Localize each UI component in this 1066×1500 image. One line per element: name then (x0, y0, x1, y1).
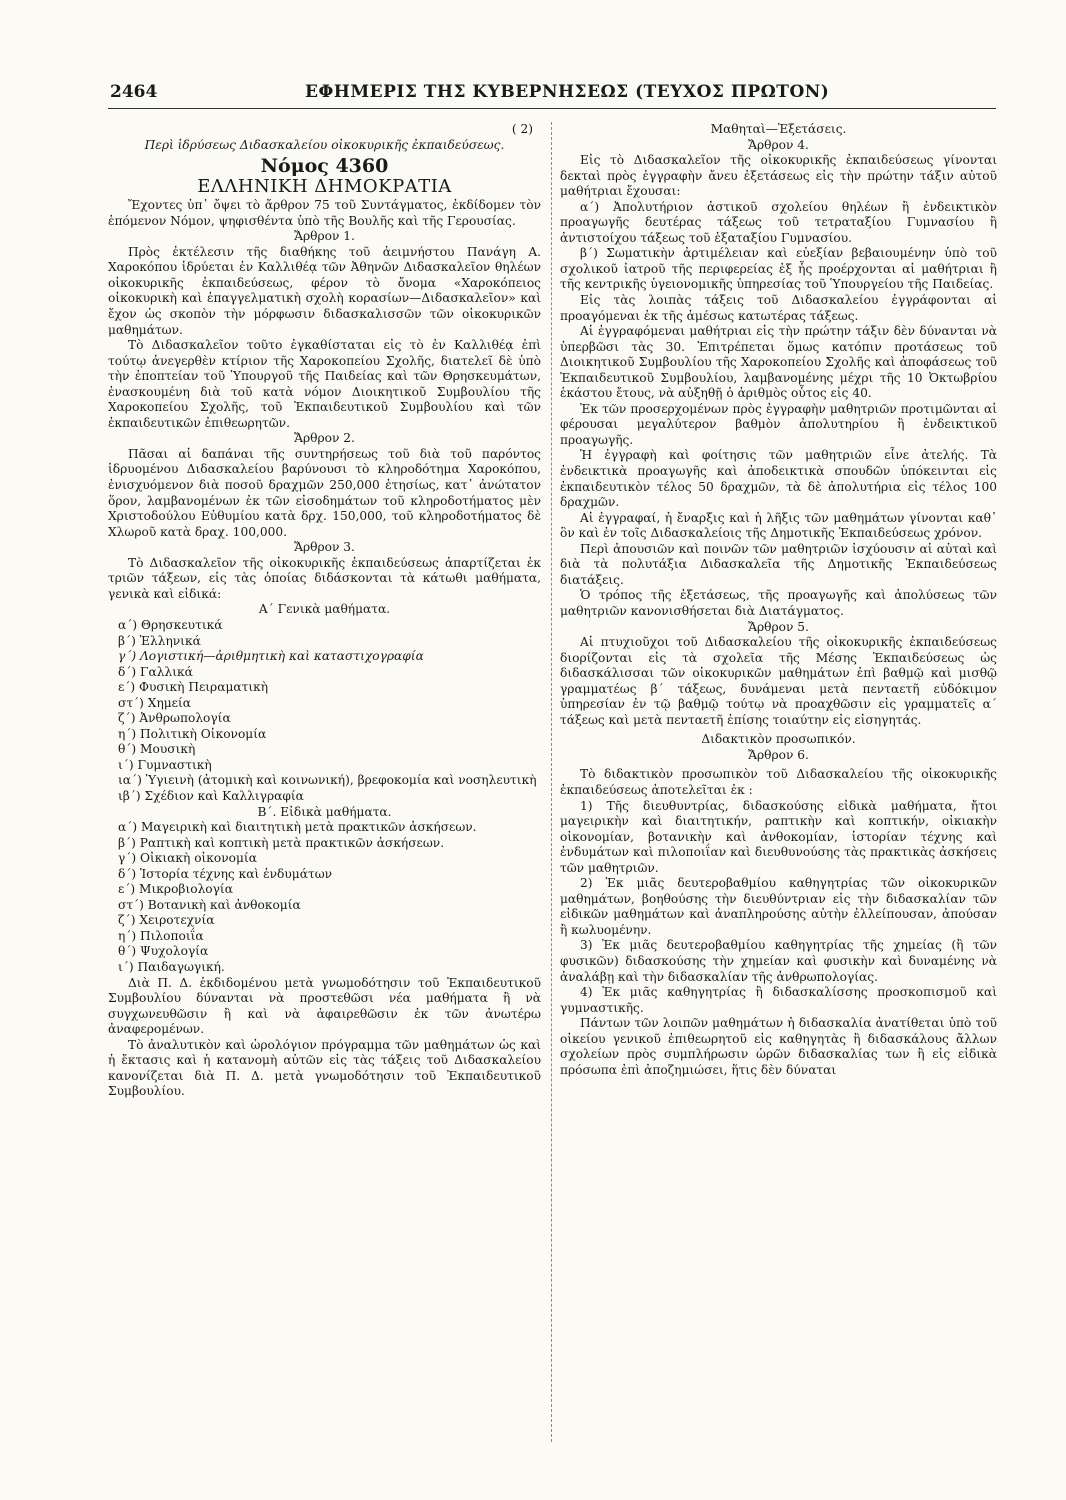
list-item: δ΄) Ἱστορία τέχνης καὶ ἐνδυμάτων (118, 866, 333, 881)
act-subject: Περὶ ἱδρύσεως Διδασκαλείου οἰκοκυρικῆς ἐκπαιδεύσεως. (144, 137, 505, 152)
header-rule (108, 108, 996, 109)
list-item: α΄) Θρησκευτικά (118, 617, 223, 632)
list-item: ε΄) Μικροβιολογία (118, 882, 233, 897)
article-2-title: Ἄρθρον 2. (294, 431, 355, 446)
law-title: Νόμος 4360 (260, 155, 389, 178)
list-item: ι΄) Γυμναστικὴ (118, 757, 212, 772)
list-item: θ΄) Μουσικὴ (118, 742, 196, 757)
act-number: ( 2) (511, 122, 533, 136)
article-3-paragraph: Διὰ Π. Δ. ἐκδιδομένου μετὰ γνωμοδότησιν τοῦ Ἐκπαιδευτικοῦ Συμβουλίου δύνανται νὰ προστεθῶσι νέα μαθήματα ἢ νὰ συγχωνευθῶσιν ἢ καὶ νὰ ἀφαιρεθῶσιν ἐκ τῶν ἀνωτέρω ἀναφερομένων. (108, 975, 541, 1037)
list-item: δ΄) Γαλλικά (118, 664, 193, 679)
article-4-paragraph: Ἡ ἐγγραφὴ καὶ φοίτησις τῶν μαθητριῶν εἶνε ἀτελής. Τὰ ἐνδεικτικὰ προαγωγῆς καὶ ἀποδεικτικὰ σπουδῶν ὑπόκεινται εἰς ἐκπαιδευτικὸν τέλος 50 δραχμῶν, τὰ δὲ ἀπολυτήρια εἰς τέλος 100 δραχμῶν. (560, 448, 997, 510)
article-4-paragraph: Αἱ ἐγγραφαί, ἡ ἔναρξις καὶ ἡ λῆξις τῶν μαθημάτων γίνονται καθ᾽ ὃν καὶ ἐν τοῖς Διδασκαλείοις τῆς Δημοτικῆς Ἐκπαιδεύσεως χρόνον. (560, 510, 997, 541)
article-3-title: Ἄρθρον 3. (294, 540, 355, 555)
article-4-paragraph: Ἐκ τῶν προσερχομένων πρὸς ἐγγραφὴν μαθητριῶν προτιμῶνται αἱ φέρουσαι μεγαλύτερον βαθμὸν ἀπολυτηρίου ἢ ἐνδεικτικοῦ προαγωγῆς. (560, 401, 997, 447)
list-item: θ΄) Ψυχολογία (118, 944, 209, 959)
article-4-clause-b: β΄) Σωματικὴν ἀρτιμέλειαν καὶ εὐεξίαν βεβαιουμένην ὑπὸ τοῦ σχολικοῦ ἰατροῦ τῆς περιφερείας ἐξ ἧς προέρχονται αἱ μαθήτριαι ἢ τῆς κεντρικῆς ὑγειονομικῆς ὑπηρεσίας τοῦ Ὑπουργείου τῆς Παιδείας. (560, 246, 997, 292)
article-4-clause-a: α΄) Ἀπολυτήριον ἀστικοῦ σχολείου θηλέων ἢ ἐνδεικτικὸν προαγωγῆς δευτέρας τάξεως τοῦ τετραταξίου Γυμνασίου ἢ ἀντιστοίχου τάξεως τοῦ ἑξαταξίου Γυμνασίου. (560, 199, 997, 245)
list-item: ια΄) Ὑγιεινὴ (ἀτομικὴ καὶ κοινωνική), βρεφοκομία καὶ νοσηλευτικὴ (118, 773, 537, 788)
list-item: ζ΄) Ἀνθρωπολογία (118, 711, 231, 726)
article-4-paragraph: Ὁ τρόπος τῆς ἐξετάσεως, τῆς προαγωγῆς καὶ ἀπολύσεως τῶν μαθητριῶν κανονισθήσεται διὰ Διατάγματος. (560, 588, 997, 618)
special-subjects-title: Β΄. Εἰδικὰ μαθήματα. (257, 804, 392, 819)
article-3-paragraph: Τὸ ἀναλυτικὸν καὶ ὡρολόγιον πρόγραμμα τῶν μαθημάτων ὡς καὶ ἡ ἔκτασις καὶ ἡ κατανομὴ αὐτῶν εἰς τὰς τάξεις τοῦ Διδασκαλείου κανονίζεται διὰ Π. Δ. μετὰ γνωμοδότησιν τοῦ Ἐκπαιδευτικοῦ Συμβουλίου. (108, 1037, 541, 1099)
article-6-paragraph: Πάντων τῶν λοιπῶν μαθημάτων ἡ διδασκαλία ἀνατίθεται ὑπὸ τοῦ οἰκείου γενικοῦ ἐπιθεωρητοῦ εἰς καθηγητὰς ἢ διδασκάλους ἄλλων σχολείων πρὸς συμπλήρωσιν ὡρῶν διδασκαλίας των ἢ εἰς εἰδικὰ πρόσωπα ἐπὶ ἀποζημιώσει, ἥτις δὲν δύναται (560, 1016, 997, 1077)
list-item: β΄) Ραπτικὴ καὶ κοπτικὴ μετὰ πρακτικῶν ἀσκήσεων. (118, 835, 445, 850)
right-column (560, 122, 997, 1078)
article-1-title: Ἄρθρον 1. (294, 229, 355, 244)
article-6-item: 1) Τῆς διευθυντρίας, διδασκούσης εἰδικὰ μαθήματα, ἤτοι μαγειρικὴν καὶ διαιτητικήν, ραπτικὴν καὶ κοπτικήν, οἰκιακὴν οἰκονομίαν, βοτανικὴν καὶ ἀνθοκομίαν, ἱστορίαν τέχνης καὶ ἐνδυμάτων καὶ πιλοποιΐαν καὶ διευθυνούσης τὰς πρακτικὰς ἀσκήσεις τῶν μαθητριῶν. (560, 798, 997, 875)
article-4-paragraph: Εἰς τὰς λοιπὰς τάξεις τοῦ Διδασκαλείου ἐγγράφονται αἱ προαγόμεναι ἐκ τῆς ἀμέσως κατωτέρας τάξεως. (560, 293, 997, 323)
article-1-paragraph: Τὸ Διδασκαλεῖον τοῦτο ἐγκαθίσταται εἰς τὸ ἐν Καλλιθέᾳ ἐπὶ τούτῳ ἀνεγερθὲν κτίριον τῆς Χαροκοπείου Σχολῆς, διατελεῖ δὲ ὑπὸ τὴν ἐποπτείαν τοῦ Ὑπουργοῦ τῆς Παιδείας καὶ τῶν Θρησκευμάτων, ἐνασκουμένη διὰ τοῦ κατὰ νόμον Διοικητικοῦ Συμβουλίου τῆς Χαροκοπείου Σχολῆς, τοῦ Ἐκπαιδευτικοῦ Συμβουλίου καὶ τῶν ἐκπαιδευτικῶν ἐπιθεωρητῶν. (108, 338, 541, 430)
list-item: ζ΄) Χειροτεχνία (118, 913, 215, 928)
article-1-paragraph: Πρὸς ἐκτέλεσιν τῆς διαθήκης τοῦ ἀειμνήστου Πανάγη Α. Χαροκόπου ἱδρύεται ἐν Καλλιθέᾳ τῶν Ἀθηνῶν Διδασκαλεῖον θηλέων οἰκοκυρικῆς ἐκπαιδεύσεως, φέρον τὸ ὄνομα «Χαροκόπειος οἰκοκυρικὴ καὶ ἐπαγγελματικὴ σχολὴ κορασίων—Διδασκαλεῖον» καὶ ἔχον ὡς σκοπὸν τὴν μόρφωσιν διδασκαλισσῶν τῶν οἰκοκυρικῶν μαθημάτων. (108, 244, 541, 337)
article-6-item: 2) Ἐκ μιᾶς δευτεροβαθμίου καθηγητρίας τῶν οἰκοκυρικῶν μαθημάτων, βοηθούσης τὴν διευθύντριαν εἰς τὴν διδασκαλίαν τῶν εἰδικῶν μαθημάτων καὶ ἀναπληρούσης αὐτὴν ἐλλείπουσαν, ἀπούσαν ἢ κωλυομένην. (560, 876, 997, 937)
left-column (108, 122, 541, 1100)
article-6-item: 4) Ἐκ μιᾶς καθηγητρίας ἢ διδασκαλίσσης προσκοπισμοῦ καὶ γυμναστικῆς. (560, 985, 997, 1015)
page-header (110, 82, 996, 108)
article-5-paragraph: Αἱ πτυχιοῦχοι τοῦ Διδασκαλείου τῆς οἰκοκυρικῆς ἐκπαιδεύσεως διορίζονται εἰς τὰ σχολεῖα τῆς Μέσης Ἐκπαιδεύσεως ὡς διδασκάλισσαι τῶν οἰκοκυρικῶν μαθημάτων ἐπὶ βαθμῷ καὶ μισθῷ γραμματέως β΄ τάξεως, δυνάμεναι μετὰ πενταετῆ εὐδόκιμον ὑπηρεσίαν ἐν τῷ βαθμῷ τούτῳ νὰ προαχθῶσιν εἰς γραμματεῖς α΄ τάξεως καὶ μετὰ πενταετῆ ἐπίσης τοιαύτην εἰς εἰσηγητάς. (560, 635, 997, 727)
gazette-title: ΕΦΗΜΕΡΙΣ ΤΗΣ ΚΥΒΕΡΝΗΣΕΩΣ (ΤΕΥΧΟΣ ΠΡΩΤΟΝ) (305, 82, 830, 102)
list-item: ι΄) Παιδαγωγική. (118, 959, 225, 974)
preamble: Ἔχοντες ὑπ᾽ ὄψει τὸ ἄρθρον 75 τοῦ Συντάγματος, ἐκδίδομεν τὸν ἑπόμενον Νόμον, ψηφισθέντα ὑπὸ τῆς Βουλῆς καὶ τῆς Γερουσίας. (108, 198, 541, 228)
list-item: α΄) Μαγειρικὴ καὶ διαιτητικὴ μετὰ πρακτικῶν ἀσκήσεων. (118, 820, 477, 835)
article-4-title: Ἄρθρον 4. (748, 137, 809, 152)
general-subjects-title: Α΄ Γενικὰ μαθήματα. (258, 602, 391, 617)
section-heading: Μαθηταὶ—Ἐξετάσεις. (710, 122, 847, 136)
article-3-paragraph: Τὸ Διδασκαλεῖον τῆς οἰκοκυρικῆς ἐκπαιδεύσεως ἀπαρτίζεται ἐκ τριῶν τάξεων, εἰς τὰς ὁποίας διδάσκονται τὰ κάτωθι μαθήματα, γενικὰ καὶ εἰδικά: (108, 555, 541, 601)
article-2-paragraph: Πᾶσαι αἱ δαπάναι τῆς συντηρήσεως τοῦ διὰ τοῦ παρόντος ἱδρυομένου Διδασκαλείου βαρύνουσι τὸ κληροδότημα Χαροκόπου, ἐνισχυόμενον διὰ ποσοῦ δραχμῶν 250,000 ἐτησίως, κατ᾽ ἀνώτατον ὅρον, λαμβανομένων ἐκ τῶν εἰσοδημάτων τοῦ κληροδοτήματος μὲν Χριστοδούλου Εὐθυμίου κατὰ δρχ. 150,000, τοῦ κληροδοτήματος δὲ Χλωροῦ κατὰ δραχ. 100,000. (108, 446, 541, 539)
list-item: β΄) Ἑλληνικά (118, 633, 201, 648)
list-item: η΄) Πολιτικὴ Οἰκονομία (118, 726, 267, 741)
article-4-paragraph: Περὶ ἀπουσιῶν καὶ ποινῶν τῶν μαθητριῶν ἰσχύουσιν αἱ αὐταὶ καὶ διὰ τὰ πολυτάξια Διδασκαλεῖα τῆς Δημοτικῆς Ἐκπαιδεύσεως διατάξεις. (560, 541, 997, 587)
list-item: στ΄) Χημεία (118, 695, 192, 710)
list-item: γ΄) Οἰκιακὴ οἰκονομία (118, 851, 257, 866)
page-number: 2464 (110, 82, 158, 102)
column-divider (551, 122, 552, 1442)
article-6-title: Ἄρθρον 6. (748, 747, 809, 762)
republic-heading: ΕΛΛΗΝΙΚΗ ΔΗΜΟΚΡΑΤΙΑ (197, 175, 452, 197)
list-item: ιβ΄) Σχέδιον καὶ Καλλιγραφία (118, 788, 304, 803)
article-6-item: 3) Ἐκ μιᾶς δευτεροβαθμίου καθηγητρίας τῆς χημείας (ἢ τῶν φυσικῶν) διδασκούσης τὴν χημείαν καὶ φυσικὴν καὶ δυναμένης νὰ ἀναλάβῃ καὶ τὴν διδασκαλίαν τῆς ἀνθρωπολογίας. (560, 938, 997, 984)
article-5-title: Ἄρθρον 5. (748, 619, 809, 634)
article-4-paragraph: Εἰς τὸ Διδασκαλεῖον τῆς οἰκοκυρικῆς ἐκπαιδεύσεως γίνονται δεκταὶ πρὸς ἐγγραφὴν ἄνευ ἐξετάσεως εἰς τὴν πρώτην τάξιν αὐτοῦ μαθήτριαι ἔχουσαι: (560, 153, 997, 199)
list-item: γ΄) Λογιστική—ἀριθμητικὴ καὶ καταστιχογραφία (118, 649, 424, 664)
article-4-paragraph: Αἱ ἐγγραφόμεναι μαθήτριαι εἰς τὴν πρώτην τάξιν δὲν δύνανται νὰ ὑπερβῶσι τὰς 30. Ἐπιτρέπεται ὅμως κατόπιν προτάσεως τοῦ Διοικητικοῦ Συμβουλίου τῆς Χαροκοπείου Σχολῆς καὶ ἀποφάσεως τοῦ Ἐκπαιδευτικοῦ Συμβουλίου, λαμβανομένης μέχρι τῆς 10 Ὀκτωβρίου ἑκάστου ἔτους, νὰ αὐξηθῇ ὁ ἀριθμὸς οὗτος εἰς 40. (560, 324, 997, 401)
list-item: ε΄) Φυσικὴ Πειραματικὴ (118, 680, 269, 695)
article-6-paragraph: Τὸ διδακτικὸν προσωπικὸν τοῦ Διδασκαλείου τῆς οἰκοκυρικῆς ἐκπαιδεύσεως ἀποτελεῖται ἐκ : (560, 767, 997, 797)
list-item: η΄) Πιλοποιΐα (118, 928, 204, 943)
section-heading: Διδακτικὸν προσωπικόν. (701, 732, 856, 747)
list-item: στ΄) Βοτανικὴ καὶ ἀνθοκομία (118, 897, 301, 912)
